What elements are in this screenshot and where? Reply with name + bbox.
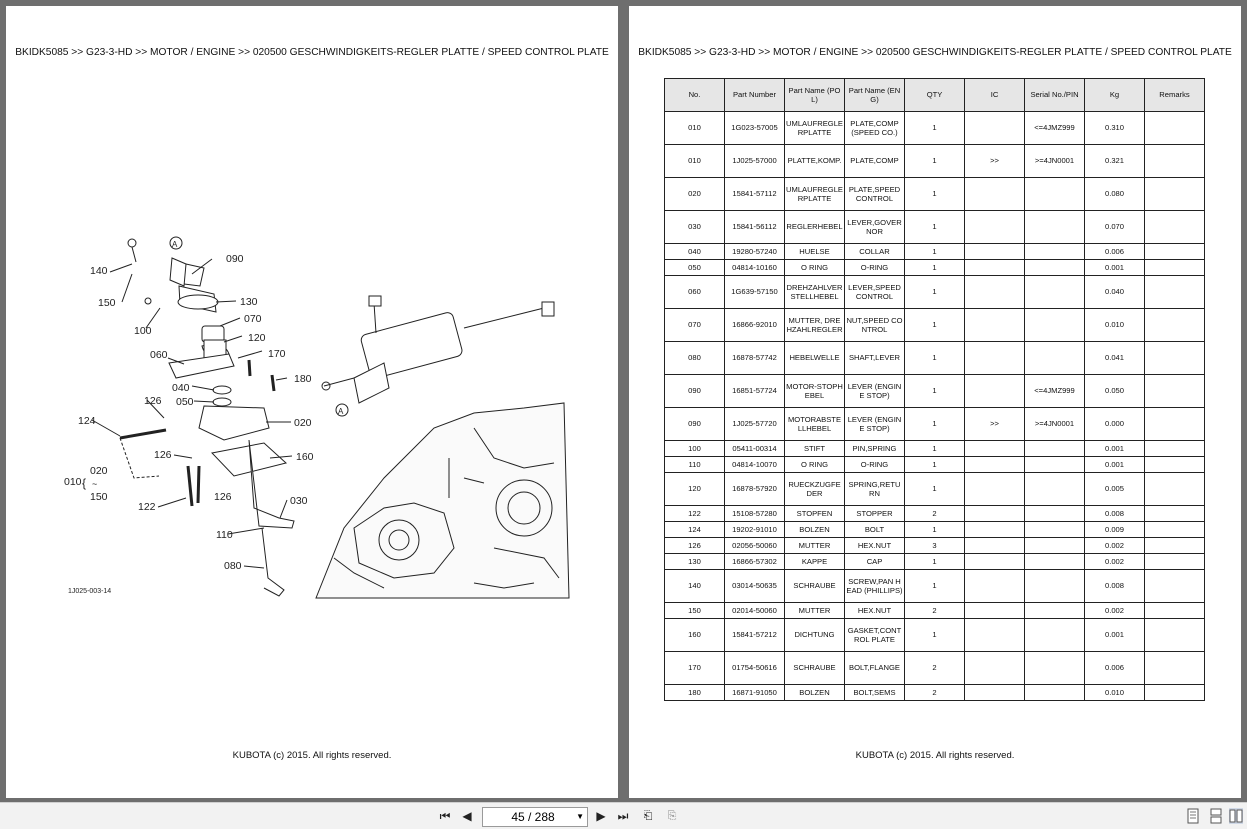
back-view-icon[interactable]: ⎗: [643, 810, 653, 822]
table-cell: [1025, 260, 1085, 276]
table-cell: [965, 457, 1025, 473]
table-cell: [1025, 473, 1085, 506]
table-cell: 03014-50635: [725, 570, 785, 603]
table-row: [665, 342, 1205, 375]
table-cell: [965, 375, 1025, 408]
table-cell: HUELSE: [785, 244, 845, 260]
table-header-row: [665, 79, 1205, 112]
table-cell: 090: [665, 375, 725, 408]
table-cell: 15841-57112: [725, 178, 785, 211]
table-cell: 110: [665, 457, 725, 473]
table-cell: PIN,SPRING: [845, 441, 905, 457]
table-cell: [1145, 342, 1205, 375]
table-cell: 0.001: [1085, 619, 1145, 652]
page-footer: KUBOTA (c) 2015. All rights reserved.: [232, 750, 392, 761]
table-cell: [1025, 441, 1085, 457]
table-cell: MOTORABSTELLHEBEL: [785, 408, 845, 441]
callout-160: 160: [296, 451, 314, 463]
table-row: [665, 309, 1205, 342]
table-cell: 160: [665, 619, 725, 652]
table-cell: 1: [905, 408, 965, 441]
table-cell: 0.010: [1085, 685, 1145, 701]
single-page-view-icon[interactable]: [1186, 808, 1200, 824]
table-cell: 0.040: [1085, 276, 1145, 309]
table-cell: [965, 538, 1025, 554]
table-cell: 1: [905, 145, 965, 178]
table-cell: 0.321: [1085, 145, 1145, 178]
table-cell: [965, 441, 1025, 457]
table-cell: O RING: [785, 457, 845, 473]
table-cell: BOLT: [845, 522, 905, 538]
last-page-icon[interactable]: ⏭: [617, 809, 629, 823]
table-cell: 0.006: [1085, 652, 1145, 685]
callout-110: 110: [216, 529, 233, 541]
table-cell: MOTOR-STOPHEBEL: [785, 375, 845, 408]
table-cell: [965, 506, 1025, 522]
table-cell: 1: [905, 276, 965, 309]
table-cell: CAP: [845, 554, 905, 570]
callout-140: 140: [90, 265, 108, 277]
table-cell: 070: [665, 309, 725, 342]
table-cell: 15841-56112: [725, 211, 785, 244]
callout-020: 020: [294, 417, 312, 429]
page-number-select[interactable]: [482, 807, 588, 827]
table-cell: 1: [905, 309, 965, 342]
table-cell: [1145, 112, 1205, 145]
table-row: [665, 112, 1205, 145]
table-cell: STIFT: [785, 441, 845, 457]
right-page: [629, 6, 1241, 798]
table-cell: HEX.NUT: [845, 538, 905, 554]
table-cell: [1145, 685, 1205, 701]
table-cell: 16866-92010: [725, 309, 785, 342]
table-cell: BOLZEN: [785, 685, 845, 701]
table-row: [665, 457, 1205, 473]
table-cell: SCHRAUBE: [785, 570, 845, 603]
table-cell: 0.008: [1085, 570, 1145, 603]
table-row: [665, 178, 1205, 211]
table-cell: KAPPE: [785, 554, 845, 570]
table-cell: 080: [665, 342, 725, 375]
table-cell: STOPPER: [845, 506, 905, 522]
table-cell: 0.080: [1085, 178, 1145, 211]
table-row: [665, 685, 1205, 701]
callout-080: 080: [224, 560, 242, 572]
table-cell: UMLAUFREGLERPLATTE: [785, 178, 845, 211]
table-cell: 1: [905, 457, 965, 473]
table-cell: [965, 619, 1025, 652]
callout-090: 090: [226, 253, 244, 265]
table-cell: [965, 652, 1025, 685]
table-cell: BOLT,FLANGE: [845, 652, 905, 685]
table-cell: 04814-10160: [725, 260, 785, 276]
pdf-toolbar: [0, 802, 1247, 829]
table-cell: BOLT,SEMS: [845, 685, 905, 701]
table-cell: >=4JN0001: [1025, 408, 1085, 441]
column-header: Serial No./PIN: [1025, 79, 1085, 112]
table-cell: 0.001: [1085, 260, 1145, 276]
table-cell: 1G023-57005: [725, 112, 785, 145]
table-row: [665, 211, 1205, 244]
bracket-item-020: 020: [90, 465, 108, 477]
callout-124: 124: [78, 415, 96, 427]
table-cell: [1025, 309, 1085, 342]
callout-a-right: A: [338, 407, 344, 416]
table-cell: [965, 554, 1025, 570]
table-cell: DICHTUNG: [785, 619, 845, 652]
parts-table: [664, 78, 1205, 701]
table-cell: 16871-91050: [725, 685, 785, 701]
callout-050: 050: [176, 396, 194, 408]
table-cell: [1145, 603, 1205, 619]
table-row: [665, 260, 1205, 276]
table-cell: [965, 112, 1025, 145]
callout-126: 126: [144, 395, 162, 407]
table-row: [665, 554, 1205, 570]
table-cell: 090: [665, 408, 725, 441]
table-cell: [1145, 211, 1205, 244]
table-cell: SHAFT,LEVER: [845, 342, 905, 375]
table-cell: 0.010: [1085, 309, 1145, 342]
table-row: [665, 570, 1205, 603]
table-cell: LEVER (ENGINE STOP): [845, 408, 905, 441]
table-cell: 060: [665, 276, 725, 309]
table-cell: 124: [665, 522, 725, 538]
table-cell: 05411-00314: [725, 441, 785, 457]
table-row: [665, 276, 1205, 309]
table-cell: [1145, 554, 1205, 570]
table-cell: <=4JMZ999: [1025, 112, 1085, 145]
table-cell: [1025, 522, 1085, 538]
table-cell: SCREW,PAN HEAD (PHILLIPS): [845, 570, 905, 603]
table-row: [665, 619, 1205, 652]
callout-010: 010: [64, 476, 82, 488]
table-cell: 04814-10070: [725, 457, 785, 473]
table-cell: <=4JMZ999: [1025, 375, 1085, 408]
table-cell: 010: [665, 145, 725, 178]
table-cell: [1145, 473, 1205, 506]
table-cell: [1025, 554, 1085, 570]
table-cell: PLATE,SPEED CONTROL: [845, 178, 905, 211]
table-cell: >>: [965, 408, 1025, 441]
table-cell: 020: [665, 178, 725, 211]
table-cell: 19202-91010: [725, 522, 785, 538]
table-cell: [1025, 178, 1085, 211]
table-cell: 15108-57280: [725, 506, 785, 522]
table-cell: 1G639-57150: [725, 276, 785, 309]
table-cell: 0.001: [1085, 457, 1145, 473]
table-cell: MUTTER: [785, 538, 845, 554]
table-cell: [965, 260, 1025, 276]
table-cell: 19280-57240: [725, 244, 785, 260]
table-cell: O-RING: [845, 260, 905, 276]
table-cell: 1J025-57720: [725, 408, 785, 441]
table-cell: BOLZEN: [785, 522, 845, 538]
table-cell: 1: [905, 342, 965, 375]
callout-122: 122: [138, 501, 156, 513]
table-cell: 1J025-57000: [725, 145, 785, 178]
table-cell: [1145, 408, 1205, 441]
callout-126-c: 126: [214, 491, 232, 503]
table-cell: [1145, 276, 1205, 309]
bracket-item-150: 150: [90, 491, 108, 503]
table-cell: 150: [665, 603, 725, 619]
table-cell: [1145, 309, 1205, 342]
table-cell: 0.006: [1085, 244, 1145, 260]
exploded-parts-diagram: [54, 228, 576, 608]
table-cell: SPRING,RETURN: [845, 473, 905, 506]
table-cell: 0.041: [1085, 342, 1145, 375]
table-cell: [1145, 375, 1205, 408]
callout-040: 040: [172, 382, 190, 394]
table-cell: [965, 570, 1025, 603]
bracket-tilde: ~: [92, 479, 98, 489]
table-cell: [965, 309, 1025, 342]
callout-126-b: 126: [154, 449, 172, 461]
bracket-brace: {: [82, 476, 87, 490]
forward-view-icon[interactable]: ⎘: [667, 810, 677, 822]
table-cell: [1145, 619, 1205, 652]
column-header: Part Name (ENG): [845, 79, 905, 112]
table-cell: GASKET,CONTROL PLATE: [845, 619, 905, 652]
table-cell: COLLAR: [845, 244, 905, 260]
table-cell: 16851-57724: [725, 375, 785, 408]
table-cell: 030: [665, 211, 725, 244]
table-cell: LEVER (ENGINE STOP): [845, 375, 905, 408]
table-cell: 050: [665, 260, 725, 276]
table-cell: [965, 685, 1025, 701]
table-cell: [1145, 506, 1205, 522]
prev-page-icon[interactable]: ◀: [462, 809, 472, 823]
table-cell: 0.002: [1085, 603, 1145, 619]
callout-100: 100: [134, 325, 152, 337]
table-row: [665, 652, 1205, 685]
table-cell: 0.310: [1085, 112, 1145, 145]
first-page-icon[interactable]: ⏮: [439, 809, 451, 823]
table-cell: HEX.NUT: [845, 603, 905, 619]
table-cell: 1: [905, 112, 965, 145]
table-cell: [1145, 522, 1205, 538]
callout-180: 180: [294, 373, 312, 385]
column-header: Part Name (POL): [785, 79, 845, 112]
table-cell: 2: [905, 603, 965, 619]
column-header: Part Number: [725, 79, 785, 112]
table-cell: [1025, 685, 1085, 701]
table-cell: 01754-50616: [725, 652, 785, 685]
table-cell: 16878-57742: [725, 342, 785, 375]
table-cell: 0.001: [1085, 441, 1145, 457]
table-cell: LEVER,GOVERNOR: [845, 211, 905, 244]
table-row: [665, 408, 1205, 441]
table-cell: [1025, 342, 1085, 375]
table-cell: [1025, 244, 1085, 260]
table-cell: [1025, 619, 1085, 652]
table-cell: [1145, 570, 1205, 603]
table-cell: 100: [665, 441, 725, 457]
table-cell: [1025, 603, 1085, 619]
table-cell: 1: [905, 522, 965, 538]
table-cell: 16866-57302: [725, 554, 785, 570]
table-cell: [1025, 570, 1085, 603]
table-cell: SCHRAUBE: [785, 652, 845, 685]
table-cell: >>: [965, 145, 1025, 178]
table-cell: [1145, 441, 1205, 457]
table-cell: [1145, 178, 1205, 211]
table-cell: 0.000: [1085, 408, 1145, 441]
table-cell: 15841-57212: [725, 619, 785, 652]
table-cell: 130: [665, 554, 725, 570]
callout-170: 170: [268, 348, 286, 360]
table-cell: [1025, 652, 1085, 685]
table-cell: MUTTER, DREHZAHLREGLER: [785, 309, 845, 342]
table-cell: O-RING: [845, 457, 905, 473]
table-row: [665, 506, 1205, 522]
table-cell: 0.009: [1085, 522, 1145, 538]
table-cell: [965, 522, 1025, 538]
table-cell: [1025, 211, 1085, 244]
page-footer: KUBOTA (c) 2015. All rights reserved.: [855, 750, 1015, 761]
page-number-display: 45 / 288: [511, 810, 555, 824]
table-cell: NUT,SPEED CONTROL: [845, 309, 905, 342]
table-row: [665, 244, 1205, 260]
table-cell: [965, 244, 1025, 260]
table-cell: [1145, 652, 1205, 685]
table-cell: PLATE,COMP (SPEED CO.): [845, 112, 905, 145]
callout-120: 120: [248, 332, 266, 344]
table-cell: 02014-50060: [725, 603, 785, 619]
table-cell: 1: [905, 570, 965, 603]
table-cell: 040: [665, 244, 725, 260]
table-cell: UMLAUFREGLERPLATTE: [785, 112, 845, 145]
table-cell: 120: [665, 473, 725, 506]
table-cell: 1: [905, 554, 965, 570]
table-cell: MUTTER: [785, 603, 845, 619]
continuous-view-icon[interactable]: [1209, 808, 1223, 824]
table-cell: 122: [665, 506, 725, 522]
table-cell: 2: [905, 652, 965, 685]
column-header: Remarks: [1145, 79, 1205, 112]
table-row: [665, 538, 1205, 554]
table-cell: STOPFEN: [785, 506, 845, 522]
table-cell: 1: [905, 178, 965, 211]
table-cell: 126: [665, 538, 725, 554]
table-row: [665, 603, 1205, 619]
column-header: IC: [965, 79, 1025, 112]
table-cell: [1145, 457, 1205, 473]
table-row: [665, 522, 1205, 538]
table-cell: [965, 473, 1025, 506]
table-cell: 170: [665, 652, 725, 685]
table-cell: 02056-50060: [725, 538, 785, 554]
callout-060: 060: [150, 349, 168, 361]
table-cell: 140: [665, 570, 725, 603]
table-cell: 2: [905, 506, 965, 522]
table-cell: 3: [905, 538, 965, 554]
table-cell: 0.070: [1085, 211, 1145, 244]
two-page-view-icon[interactable]: [1229, 808, 1243, 824]
table-cell: PLATE,COMP: [845, 145, 905, 178]
table-cell: 16878-57920: [725, 473, 785, 506]
table-cell: 1: [905, 375, 965, 408]
table-cell: [1145, 260, 1205, 276]
table-cell: REGLERHEBEL: [785, 211, 845, 244]
table-cell: [1145, 244, 1205, 260]
callout-130: 130: [240, 296, 258, 308]
callout-030: 030: [290, 495, 308, 507]
table-cell: [965, 603, 1025, 619]
table-row: [665, 441, 1205, 457]
table-cell: 1: [905, 211, 965, 244]
table-cell: RUECKZUGFEDER: [785, 473, 845, 506]
breadcrumb: BKIDK5085 >> G23-3-HD >> MOTOR / ENGINE >> 020500 GESCHWINDIGKEITS-REGLER PLATTE / SPEED CONTROL PLATE: [15, 47, 609, 58]
chevron-down-icon: ▼: [576, 812, 584, 821]
table-cell: [1025, 457, 1085, 473]
table-cell: 1: [905, 473, 965, 506]
table-row: [665, 375, 1205, 408]
table-cell: [965, 178, 1025, 211]
table-cell: PLATTE,KOMP.: [785, 145, 845, 178]
next-page-icon[interactable]: ▶: [596, 809, 606, 823]
table-cell: [1025, 506, 1085, 522]
table-cell: [1025, 276, 1085, 309]
table-cell: DREHZAHLVERSTELLHEBEL: [785, 276, 845, 309]
table-cell: [965, 342, 1025, 375]
column-header: QTY: [905, 79, 965, 112]
table-cell: 1: [905, 260, 965, 276]
column-header: Kg: [1085, 79, 1145, 112]
table-cell: [1145, 538, 1205, 554]
column-header: No.: [665, 79, 725, 112]
table-cell: 0.005: [1085, 473, 1145, 506]
table-cell: 1: [905, 619, 965, 652]
table-cell: 0.002: [1085, 538, 1145, 554]
table-row: [665, 473, 1205, 506]
left-page: [6, 6, 618, 798]
callout-070: 070: [244, 313, 262, 325]
table-cell: 0.002: [1085, 554, 1145, 570]
figure-code: 1J025-003-14: [68, 588, 112, 595]
table-cell: LEVER,SPEED CONTROL: [845, 276, 905, 309]
table-cell: 1: [905, 441, 965, 457]
table-cell: [1025, 538, 1085, 554]
table-cell: >=4JN0001: [1025, 145, 1085, 178]
table-cell: 180: [665, 685, 725, 701]
breadcrumb: BKIDK5085 >> G23-3-HD >> MOTOR / ENGINE >> 020500 GESCHWINDIGKEITS-REGLER PLATTE / SPEED CONTROL PLATE: [638, 47, 1232, 58]
callout-150: 150: [98, 297, 116, 309]
table-row: [665, 145, 1205, 178]
table-cell: 0.008: [1085, 506, 1145, 522]
callout-a-top: A: [172, 240, 178, 249]
table-cell: [965, 211, 1025, 244]
table-cell: 2: [905, 685, 965, 701]
table-cell: HEBELWELLE: [785, 342, 845, 375]
table-cell: [1145, 145, 1205, 178]
table-cell: 1: [905, 244, 965, 260]
table-cell: 010: [665, 112, 725, 145]
table-cell: [965, 276, 1025, 309]
table-cell: O RING: [785, 260, 845, 276]
table-cell: 0.050: [1085, 375, 1145, 408]
